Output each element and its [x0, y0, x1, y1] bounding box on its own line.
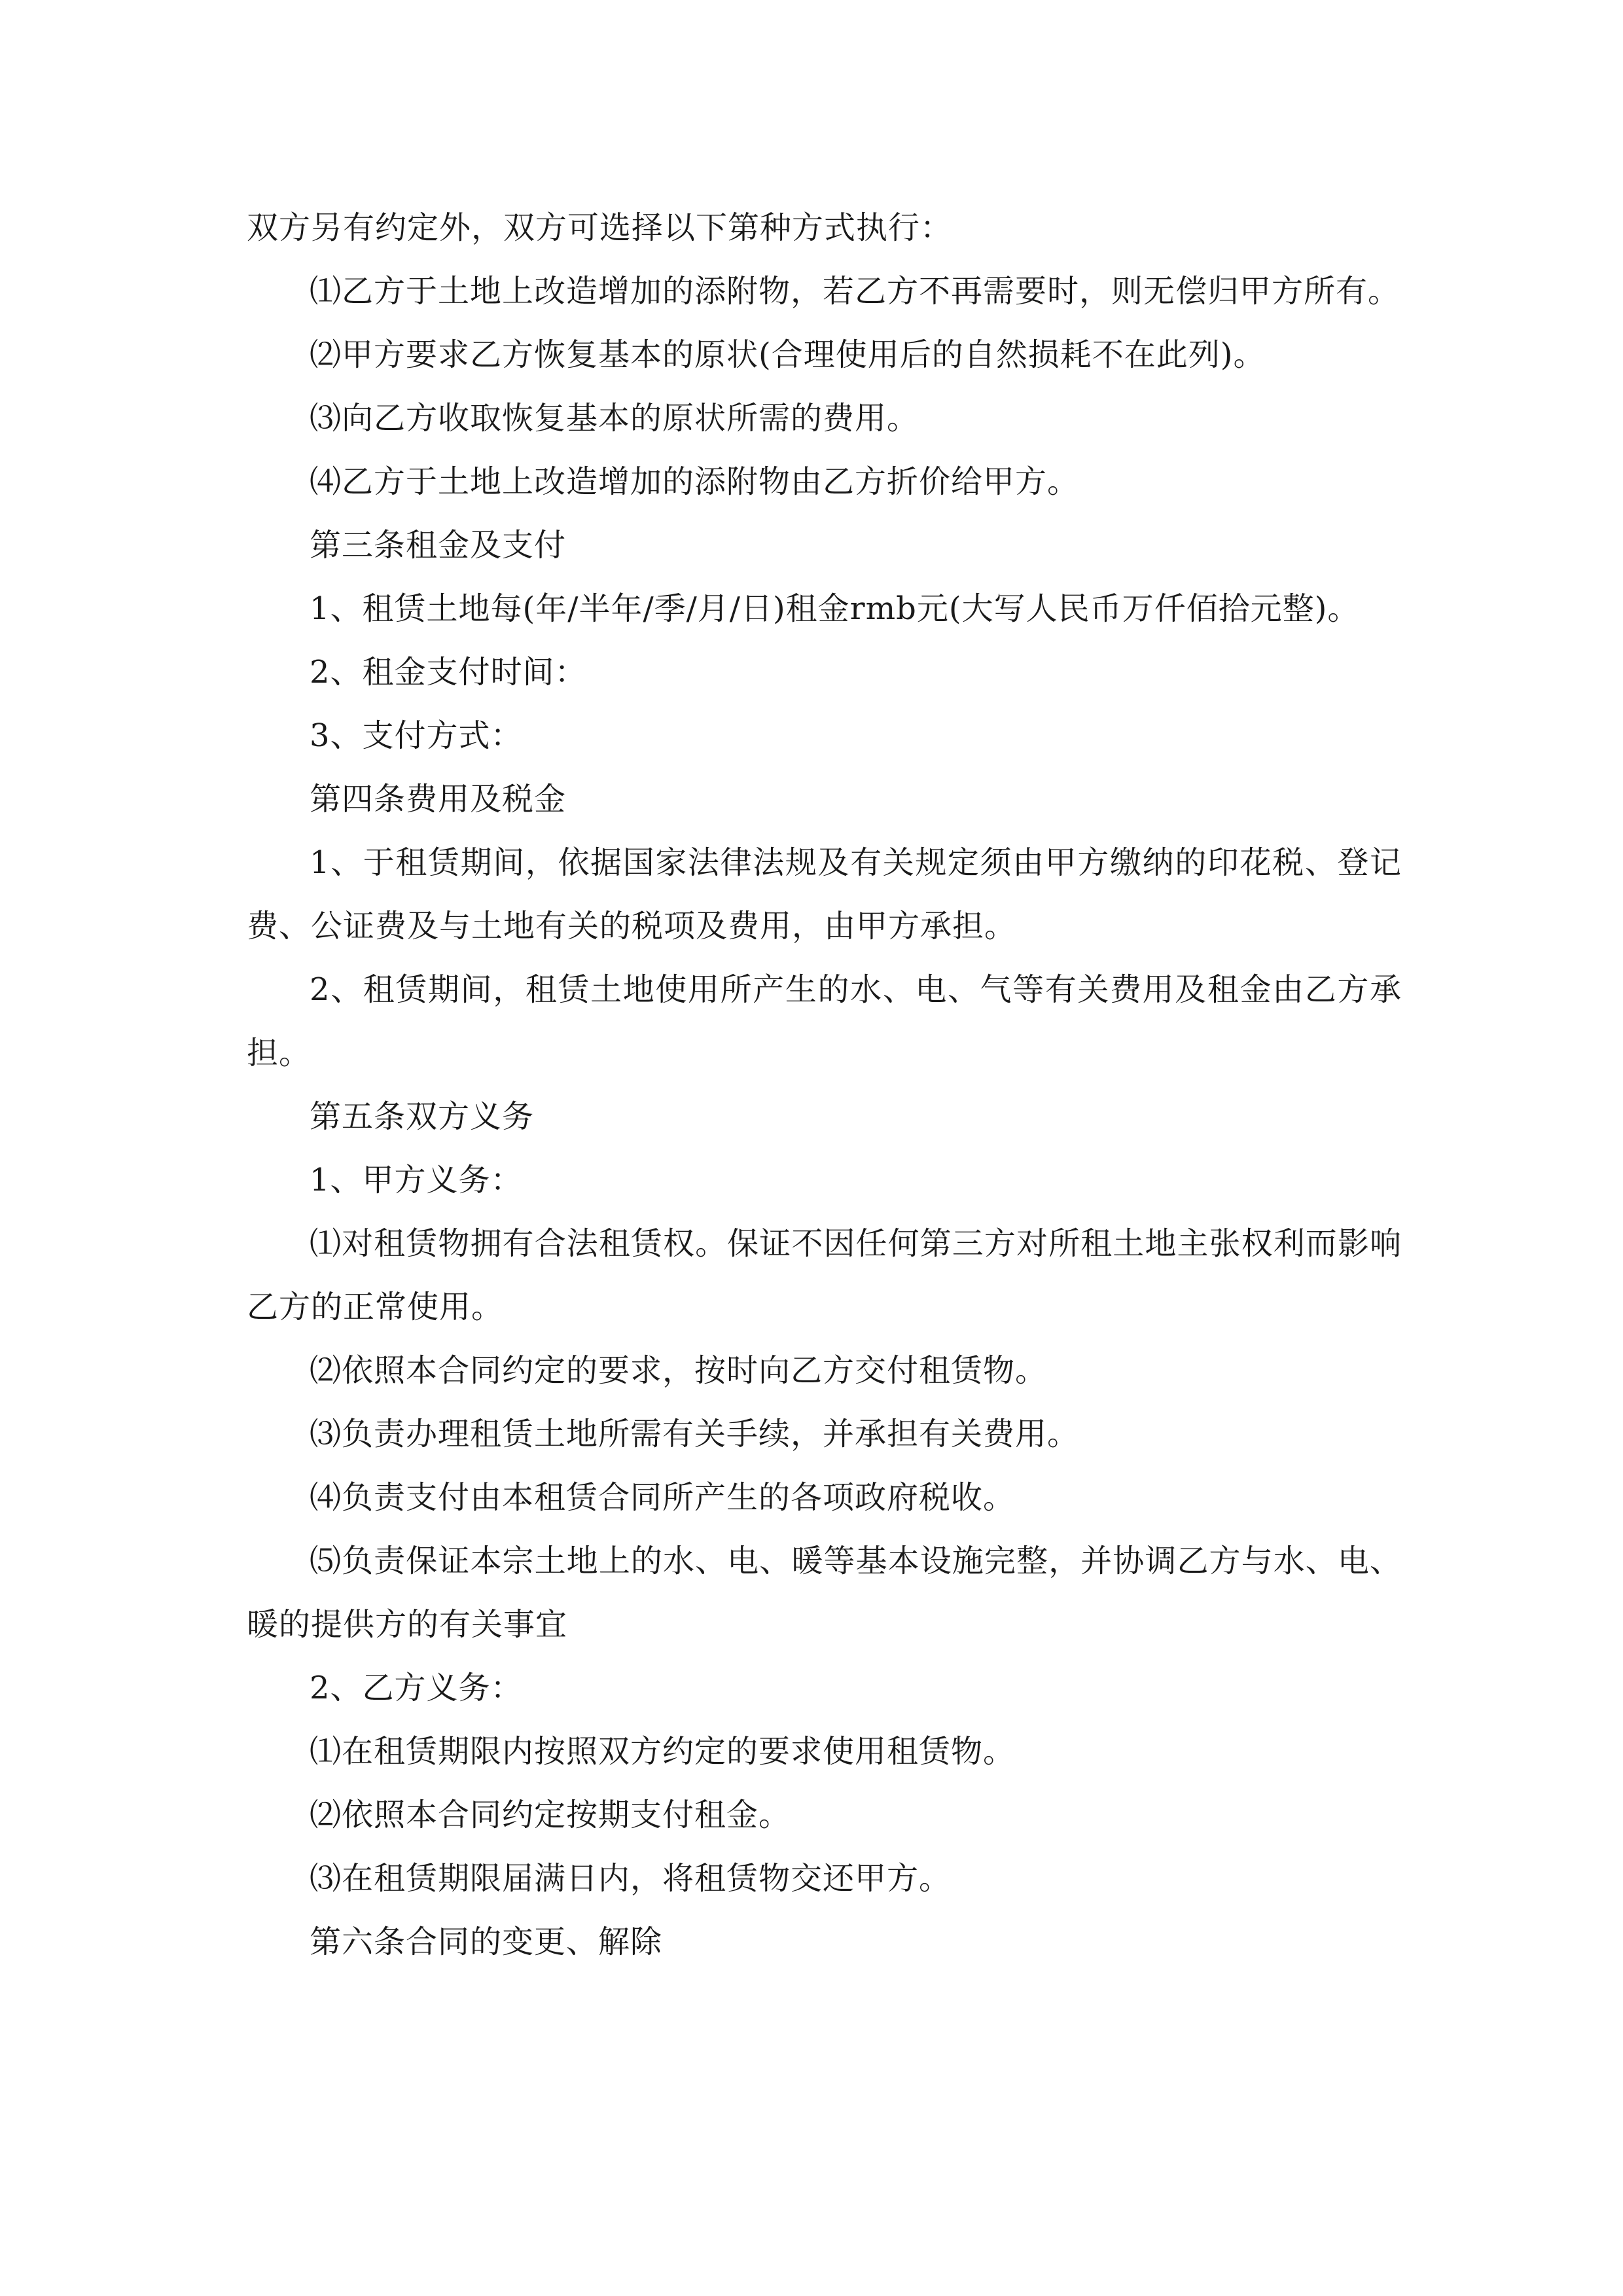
- paragraph-continuation: 双方另有约定外，双方可选择以下第种方式执行：: [247, 209, 953, 246]
- paragraph-party-a-item-3: ⑶负责办理租赁土地所需有关手续，并承担有关费用。: [310, 1416, 1080, 1452]
- paragraph-party-a-item-1: ⑴对租赁物拥有合法租赁权。保证不因任何第三方对所租土地主张权利而影响乙方的正常使用。: [247, 1225, 1402, 1325]
- paragraph-payment-method: 3、支付方式：: [310, 717, 523, 754]
- paragraph-option-4: ⑷乙方于土地上改造增加的添附物由乙方折价给甲方。: [310, 463, 1080, 500]
- paragraph-option-1: ⑴乙方于土地上改造增加的添附物，若乙方不再需要时，则无偿归甲方所有。: [310, 273, 1400, 310]
- section-heading-article-6: 第六条合同的变更、解除: [310, 1924, 663, 1960]
- section-heading-article-5: 第五条双方义务: [310, 1098, 535, 1135]
- paragraph-rent-amount: 1、租赁土地每(年/半年/季/月/日)租金rmb元(大写人民币万仟佰拾元整)。: [310, 590, 1360, 627]
- paragraph-taxes-party-a: 1、于租赁期间，依据国家法律法规及有关规定须由甲方缴纳的印花税、登记费、公证费及与土地有关的税项及费用，由甲方承担。: [247, 844, 1402, 944]
- document-body: [247, 196, 1402, 1974]
- subheading-party-a-obligations: 1、甲方义务：: [310, 1162, 523, 1198]
- paragraph-fees-party-b: 2、租赁期间，租赁土地使用所产生的水、电、气等有关费用及租金由乙方承担。: [247, 971, 1402, 1071]
- section-heading-article-3: 第三条租金及支付: [310, 527, 567, 564]
- paragraph-rent-payment-time: 2、租金支付时间：: [310, 654, 587, 691]
- paragraph-party-b-item-1: ⑴在租赁期限内按照双方约定的要求使用租赁物。: [310, 1733, 1016, 1770]
- paragraph-party-b-item-2: ⑵依照本合同约定按期支付租金。: [310, 1797, 791, 1833]
- paragraph-option-3: ⑶向乙方收取恢复基本的原状所需的费用。: [310, 400, 919, 437]
- paragraph-party-b-item-3: ⑶在租赁期限届满日内，将租赁物交还甲方。: [310, 1860, 952, 1897]
- paragraph-party-a-item-4: ⑷负责支付由本租赁合同所产生的各项政府税收。: [310, 1479, 1016, 1516]
- section-heading-article-4: 第四条费用及税金: [310, 781, 567, 817]
- paragraph-option-2: ⑵甲方要求乙方恢复基本的原状(合理使用后的自然损耗不在此列)。: [310, 336, 1266, 373]
- paragraph-party-a-item-2: ⑵依照本合同约定的要求，按时向乙方交付租赁物。: [310, 1352, 1048, 1389]
- subheading-party-b-obligations: 2、乙方义务：: [310, 1670, 523, 1706]
- paragraph-party-a-item-5: ⑸负责保证本宗土地上的水、电、暖等基本设施完整，并协调乙方与水、电、暖的提供方的有关事宜: [247, 1543, 1402, 1643]
